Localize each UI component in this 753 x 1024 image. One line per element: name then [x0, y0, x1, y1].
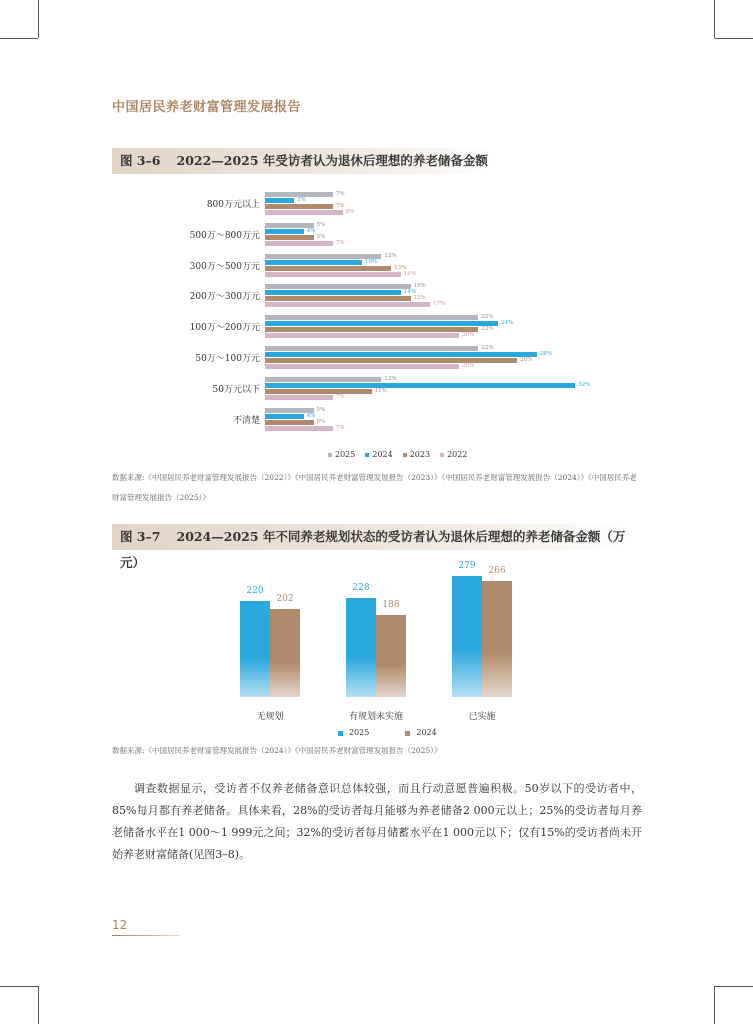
bar-2024	[265, 383, 575, 388]
data-label: 24%	[500, 320, 514, 327]
data-label: 26%	[520, 357, 533, 363]
figure-source: 数据来源:《中国居民养老财富管理发展报告（2024）》《中国居民养老财富管理发展报告（2025）》	[112, 746, 442, 755]
bar-2025	[265, 377, 381, 382]
data-label: 10%	[365, 258, 378, 265]
bar-2025	[452, 576, 482, 697]
legend-swatch	[365, 453, 369, 457]
legend-item	[365, 450, 392, 459]
data-label: 11%	[374, 387, 387, 394]
legend-swatch	[328, 453, 332, 457]
bar-2022	[265, 272, 401, 277]
crop-mark	[38, 0, 39, 38]
chart-legend	[328, 450, 467, 459]
data-label: 3%	[297, 197, 306, 203]
bar-2023	[265, 266, 391, 271]
crop-mark	[0, 986, 38, 987]
data-label: 32%	[578, 381, 591, 388]
category-label: 200万～300万元	[189, 292, 260, 303]
page-number-underline	[112, 935, 180, 936]
data-label: 12%	[384, 252, 397, 259]
bar-2025	[265, 254, 381, 259]
legend-item	[338, 728, 369, 737]
data-label: 14%	[403, 289, 417, 296]
figure-title-text: 2022—2025 年受访者认为退休后理想的养老储备金额	[176, 153, 488, 168]
bar-2023	[265, 235, 314, 240]
data-label: 12%	[384, 375, 397, 382]
data-label: 28%	[539, 351, 552, 357]
legend-swatch	[405, 731, 410, 736]
figure-source: 数据来源:《中国居民养老财富管理发展报告（2022）》《中国居民养老财富管理发展报告（2023）》《中国居民养老财富管理发展报告（2024）》《中国居民养老财富管理发展报告（2025）》	[112, 473, 637, 502]
legend-label: 2025	[335, 450, 356, 459]
data-label: 7%	[335, 393, 345, 400]
legend-swatch	[440, 453, 444, 457]
legend-item	[403, 450, 430, 459]
data-label: 13%	[394, 264, 407, 271]
category-label: 无规划	[256, 712, 284, 722]
bar-2024	[265, 321, 498, 326]
data-label: 7%	[335, 203, 345, 209]
bar-2022	[265, 210, 343, 215]
legend-item	[405, 728, 436, 737]
data-label: 8%	[345, 209, 355, 215]
bar-2024	[265, 198, 294, 203]
data-label: 5%	[316, 221, 326, 228]
bar-2022	[265, 426, 333, 431]
bar-2024	[265, 229, 304, 234]
bar-2023	[265, 296, 411, 301]
bar-2022	[265, 302, 430, 307]
data-label: 7%	[335, 239, 345, 246]
bar-2025	[265, 346, 478, 351]
legend-label: 2022	[447, 450, 468, 459]
legend-label: 2024	[416, 728, 437, 737]
body-paragraph: 调查数据显示，受访者不仅养老储备意识总体较强，而且行动意愿普遍积极。50岁以下的受访者中，85%每月都有养老储备。具体来看，28%的受访者每月能够为养老储备2 000元以上；25%的受访者每月养老储备水平在1 000～1 999元之间；32%的受访者每月储蓄水平在1 000元以下；仅有15%的受访者尚未开始养老财富储备(见图3–8)。	[112, 782, 642, 861]
figure-title	[112, 148, 500, 174]
bar-2024	[270, 609, 300, 697]
category-label: 有规划未实施	[348, 712, 403, 722]
page-number: 12	[112, 918, 128, 932]
crop-mark	[715, 38, 753, 39]
bar-2025	[240, 601, 270, 697]
data-label: 4%	[306, 227, 316, 234]
bar-2025	[346, 598, 376, 697]
data-label: 15%	[413, 295, 426, 302]
legend-swatch	[338, 731, 343, 736]
bar-2022	[265, 364, 459, 369]
bar-2024	[265, 260, 362, 265]
data-label: 22%	[481, 314, 494, 321]
data-label: 220	[246, 586, 264, 597]
bar-2024	[482, 581, 512, 697]
data-label: 7%	[335, 191, 345, 197]
bar-2024	[265, 290, 401, 295]
data-label: 5%	[316, 418, 326, 425]
bar-2022	[265, 333, 459, 338]
data-label: 5%	[316, 406, 326, 413]
category-label: 300万～500万元	[189, 261, 260, 272]
crop-mark	[715, 986, 753, 987]
category-label: 800万元以上	[206, 200, 260, 210]
bar-2024	[376, 615, 406, 697]
category-label: 500万～800万元	[189, 230, 260, 241]
data-label: 14%	[403, 270, 417, 277]
category-label: 100万～200万元	[189, 323, 260, 334]
crop-mark	[0, 38, 38, 39]
data-label: 188	[382, 600, 400, 611]
data-label: 22%	[481, 345, 494, 351]
data-label: 266	[488, 566, 506, 577]
data-label: 22%	[481, 326, 494, 333]
data-label: 15%	[413, 283, 426, 290]
category-label: 50万元以下	[212, 384, 260, 395]
legend-label: 2024	[372, 450, 393, 459]
legend-item	[440, 450, 467, 459]
data-label: 17%	[432, 301, 446, 308]
bar-2023	[265, 327, 478, 332]
bar-2023	[265, 389, 372, 394]
crop-mark	[714, 0, 715, 38]
legend-item	[328, 450, 355, 459]
legend-label: 2023	[409, 450, 431, 459]
bar-2025	[265, 284, 411, 289]
bar-2023	[265, 420, 314, 425]
bar-2022	[265, 395, 333, 400]
data-label: 202	[276, 594, 294, 605]
chart-legend	[338, 728, 437, 737]
data-label: 279	[458, 560, 476, 571]
crop-mark	[714, 986, 715, 1024]
bar-2024	[265, 414, 304, 419]
data-label: 20%	[462, 332, 475, 339]
legend-label: 2025	[349, 728, 370, 737]
data-label: 228	[352, 582, 370, 593]
data-label: 20%	[462, 363, 475, 369]
data-label: 4%	[306, 412, 316, 419]
figure-number: 图 3–7	[120, 529, 161, 544]
legend-swatch	[403, 453, 407, 457]
bar-2022	[265, 241, 333, 246]
bar-2025	[265, 315, 478, 320]
category-label: 50万～100万元	[195, 354, 260, 364]
bar-2023	[265, 204, 333, 209]
running-header: 中国居民养老财富管理发展报告	[112, 100, 302, 115]
category-label: 不清楚	[232, 415, 260, 426]
crop-mark	[38, 986, 39, 1024]
data-label: 7%	[335, 424, 345, 431]
figure-title-text: 2024—2025 年不同养老规划状态的受访者认为退休后理想的养老储备金额（万元）	[120, 529, 626, 570]
data-label: 5%	[316, 233, 326, 240]
category-label: 已实施	[468, 712, 496, 722]
bar-2023	[265, 358, 517, 363]
bar-2024	[265, 352, 537, 357]
figure-number: 图 3–6	[120, 153, 161, 168]
